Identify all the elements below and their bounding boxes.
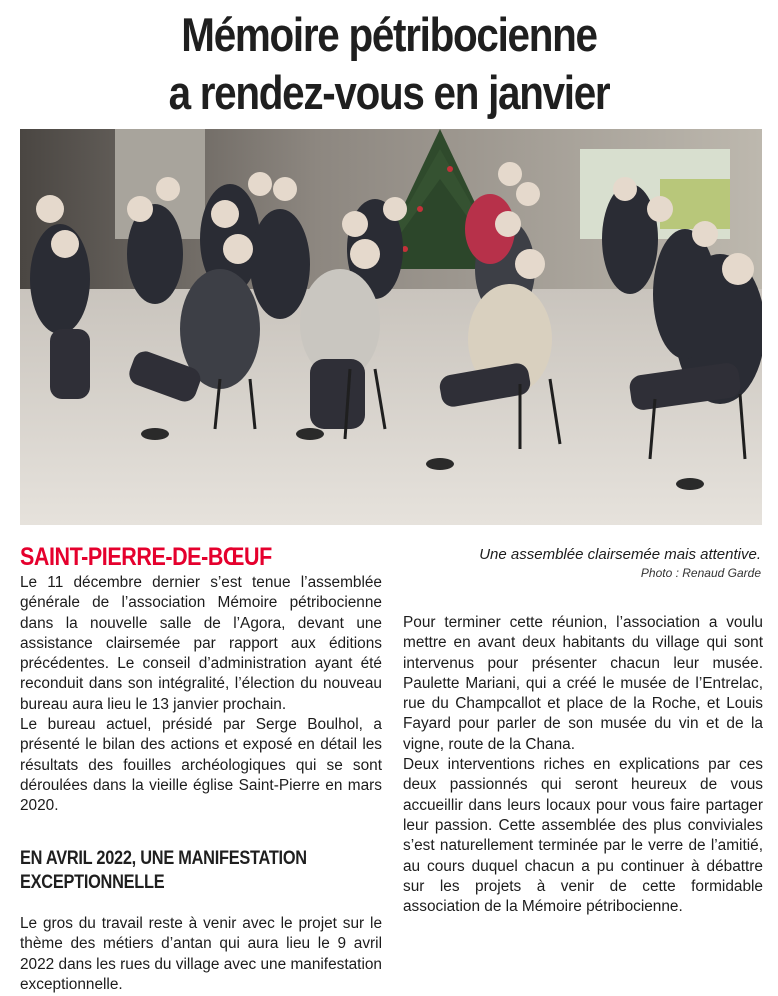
location-kicker: SAINT-PIERRE-DE-BŒUF [20, 543, 272, 571]
photo-caption-block [479, 545, 761, 582]
paragraph-5: Deux interventions riches en explications par ces deux passionnés qui seront heureux de vous accueillir dans leurs locaux pour vous faire partager leur passion. Cette assemblée des plus conviviales s’est naturellement terminée par le verre de l’amitié, au cours duquel chacun a pu continuer à débattre sur les projets à venir de cette formidable association de la Mémoire pétribocienne. [403, 756, 763, 916]
photo-credit: Photo : Renaud Garde [640, 566, 761, 580]
article-photo [20, 129, 762, 525]
headline-line-1: Mémoire pétribocienne [181, 8, 597, 61]
subheading: EN AVRIL 2022, UNE MANIFESTATION EXCEPTIONNELLE [20, 848, 307, 893]
column-left-bottom [20, 914, 382, 995]
paragraph-3: Le gros du travail reste à venir avec le projet sur le thème des métiers d’antan qui aura lieu le 9 avril 2022 dans les rues du village avec une manifestation exceptionnelle. [20, 915, 382, 993]
paragraph-1: Le 11 décembre dernier s’est tenue l’assemblée générale de l’association Mémoire pétribocienne dans la nouvelle salle de l’Agora, devant une assistance clairsemée par rapport aux éditions précédentes. Le conseil d’administration ayant été reconduit dans son intégralité, l’élection du nouveau bureau aura lieu le 13 janvier prochain. [20, 574, 382, 713]
paragraph-2: Le bureau actuel, présidé par Serge Boulhol, a présenté le bilan des actions et exposé en détail les résultats des fouilles archéologiques qui se sont déroulées dans la vieille église Saint-Pierre en mars 2020. [20, 716, 382, 815]
headline [54, 6, 723, 122]
column-left-top [20, 573, 382, 817]
paragraph-4: Pour terminer cette réunion, l’association a voulu mettre en avant deux habitants du village qui sont intervenus pour présenter chacun leur musée. Paulette Mariani, qui a créé le musée de l’Entrelac, rue du Champcallot et place de la Roche, et Louis Fayard pour parler de son musée du vin et de la vigne, route de la Chana. [403, 614, 763, 753]
headline-line-2: a rendez-vous en janvier [168, 66, 610, 119]
photo-caption: Une assemblée clairsemée mais attentive. [479, 546, 761, 563]
column-right [403, 613, 763, 917]
